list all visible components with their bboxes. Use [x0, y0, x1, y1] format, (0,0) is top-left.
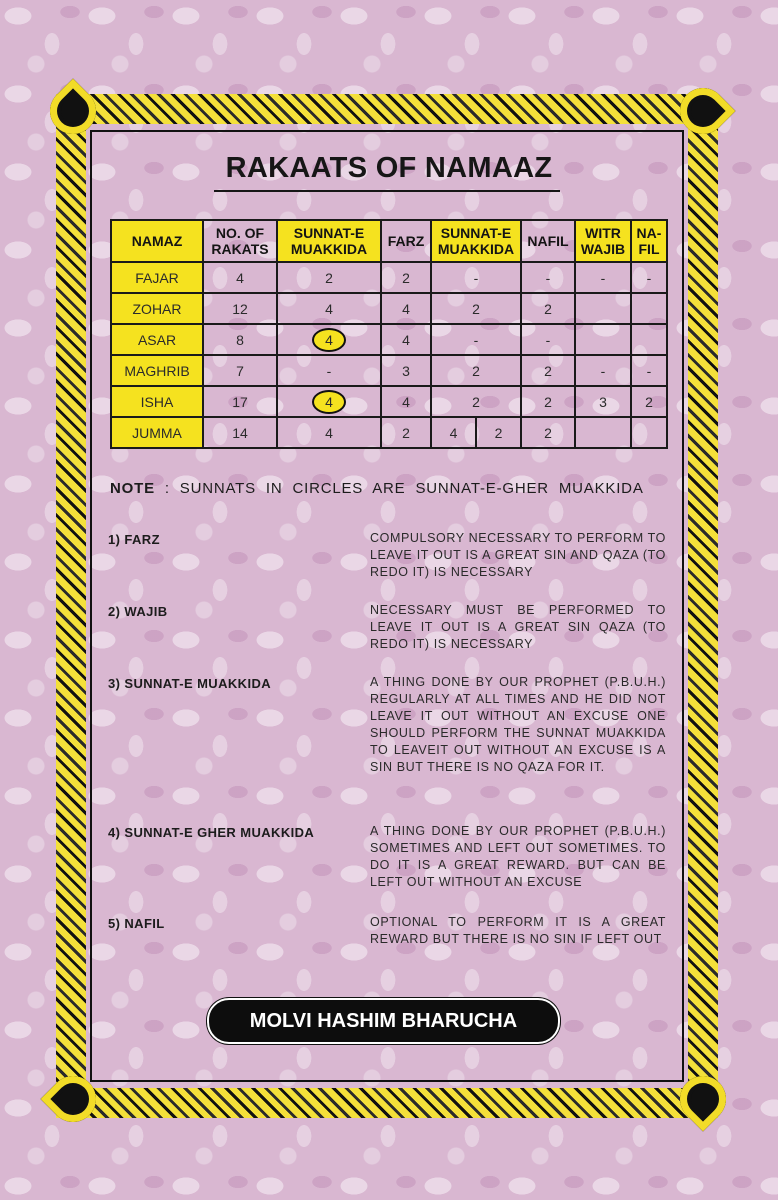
sunnat-after: 2	[431, 293, 521, 324]
witr-count	[575, 417, 631, 448]
table-row	[111, 417, 667, 448]
header-namaz: NAMAZ	[111, 220, 203, 262]
sunnat-before: 4	[277, 293, 381, 324]
split-cell	[432, 418, 520, 447]
page-title: RAKAATS OF NAMAAZ	[225, 152, 553, 184]
definition-term-farz: 1) FARZ	[108, 532, 160, 547]
author-banner: MOLVI HASHIM BHARUCHA	[207, 998, 560, 1044]
sunnat-before: 2	[277, 262, 381, 293]
header-no-of-rakats: NO. OF RAKATS	[203, 220, 277, 262]
witr-count	[575, 293, 631, 324]
rakats-count: 4	[203, 262, 277, 293]
rakats-count: 12	[203, 293, 277, 324]
namaz-name: FAJAR	[111, 262, 203, 293]
sunnat-after: -	[431, 324, 521, 355]
sunnat-before	[277, 386, 381, 417]
farz-count: 4	[381, 293, 431, 324]
namaz-name: MAGHRIB	[111, 355, 203, 386]
definition-term-wajib: 2) WAJIB	[108, 604, 168, 619]
definition-term-sunnat-muakkida: 3) SUNNAT-E MUAKKIDA	[108, 676, 272, 691]
nafil-count: 2	[521, 386, 575, 417]
rakaat-table	[110, 219, 668, 449]
table-header-row	[111, 220, 667, 262]
table-row	[111, 262, 667, 293]
namaz-name: ZOHAR	[111, 293, 203, 324]
witr-count: -	[575, 355, 631, 386]
note-text: : SUNNATS IN CIRCLES ARE SUNNAT-E-GHER MUAKKIDA	[164, 480, 644, 497]
nafil2-count	[631, 293, 667, 324]
rakats-count: 17	[203, 386, 277, 417]
title-underline	[214, 190, 560, 192]
nafil-count: 2	[521, 355, 575, 386]
rakats-count: 14	[203, 417, 277, 448]
nafil-count: 2	[521, 417, 575, 448]
sunnat-after-b: 2	[494, 424, 503, 441]
header-sunnat-muakkida-after: SUNNAT-E MUAKKIDA	[431, 220, 521, 262]
definition-term-nafil: 5) NAFIL	[108, 916, 165, 931]
header-farz: FARZ	[381, 220, 431, 262]
witr-count	[575, 324, 631, 355]
table-row	[111, 324, 667, 355]
sunnat-before	[277, 324, 381, 355]
witr-count: -	[575, 262, 631, 293]
farz-count: 4	[381, 324, 431, 355]
table-row	[111, 355, 667, 386]
farz-count: 3	[381, 355, 431, 386]
nafil2-count: 2	[631, 386, 667, 417]
rakats-count: 8	[203, 324, 277, 355]
nafil2-count: -	[631, 355, 667, 386]
sunnat-gher-muakkida-circle: 4	[312, 328, 346, 352]
sunnat-before: -	[277, 355, 381, 386]
header-nafil: NAFIL	[521, 220, 575, 262]
header-nafil-2: NA-FIL	[631, 220, 667, 262]
header-sunnat-muakkida: SUNNAT-E MUAKKIDA	[277, 220, 381, 262]
sunnat-after-split	[431, 417, 521, 448]
farz-count: 2	[381, 262, 431, 293]
nafil2-count	[631, 324, 667, 355]
sunnat-before: 4	[277, 417, 381, 448]
witr-count: 3	[575, 386, 631, 417]
note-line	[110, 480, 670, 497]
nafil-count: -	[521, 324, 575, 355]
sunnat-after: 2	[431, 355, 521, 386]
definition-text-sunnat-gher-muakkida: A THING DONE BY OUR PROPHET (P.B.U.H.) SOMETIMES AND LEFT OUT SOMETIMES. TO DO IT IS A GREAT REWARD. BUT CAN BE LEFT OUT WITHOUT AN EXCUSE	[370, 824, 666, 889]
sunnat-gher-muakkida-circle: 4	[312, 390, 346, 414]
nafil-count: -	[521, 262, 575, 293]
nafil-count: 2	[521, 293, 575, 324]
sunnat-after: 2	[431, 386, 521, 417]
definition-term-sunnat-gher-muakkida: 4) SUNNAT-E GHER MUAKKIDA	[108, 825, 315, 840]
definition-text-sunnat-muakkida: A THING DONE BY OUR PROPHET (P.B.U.H.) REGULARLY AT ALL TIMES AND HE DID NOT LEAVE IT OUT WITHOUT AN EXCUSE ONE SHOULD PERFORM THE SUNNAT MUAKKIDA TO LEAVEIT OUT WITHOUT AN EXCUSE IS A SIN BUT THERE IS NO QAZA FOR IT.	[370, 675, 666, 774]
farz-count: 4	[381, 386, 431, 417]
rakats-count: 7	[203, 355, 277, 386]
namaz-name: ASAR	[111, 324, 203, 355]
namaz-name: ISHA	[111, 386, 203, 417]
sunnat-after-a: 4	[432, 418, 477, 447]
table-row	[111, 293, 667, 324]
header-witr-wajib: WITR WAJIB	[575, 220, 631, 262]
nafil2-count	[631, 417, 667, 448]
namaz-name: JUMMA	[111, 417, 203, 448]
note-label: NOTE	[110, 480, 155, 497]
definition-text-farz: COMPULSORY NECESSARY TO PERFORM TO LEAVE IT OUT IS A GREAT SIN AND QAZA (TO REDO IT) IS NECESSARY	[370, 531, 666, 579]
definition-text-nafil: OPTIONAL TO PERFORM IT IS A GREAT REWARD BUT THERE IS NO SIN IF LEFT OUT	[370, 915, 666, 946]
sunnat-after: -	[431, 262, 521, 293]
nafil2-count: -	[631, 262, 667, 293]
farz-count: 2	[381, 417, 431, 448]
table-row	[111, 386, 667, 417]
definition-text-wajib: NECESSARY MUST BE PERFORMED TO LEAVE IT OUT IS A GREAT SIN QAZA (TO REDO IT) IS NECESSARY	[370, 603, 666, 651]
